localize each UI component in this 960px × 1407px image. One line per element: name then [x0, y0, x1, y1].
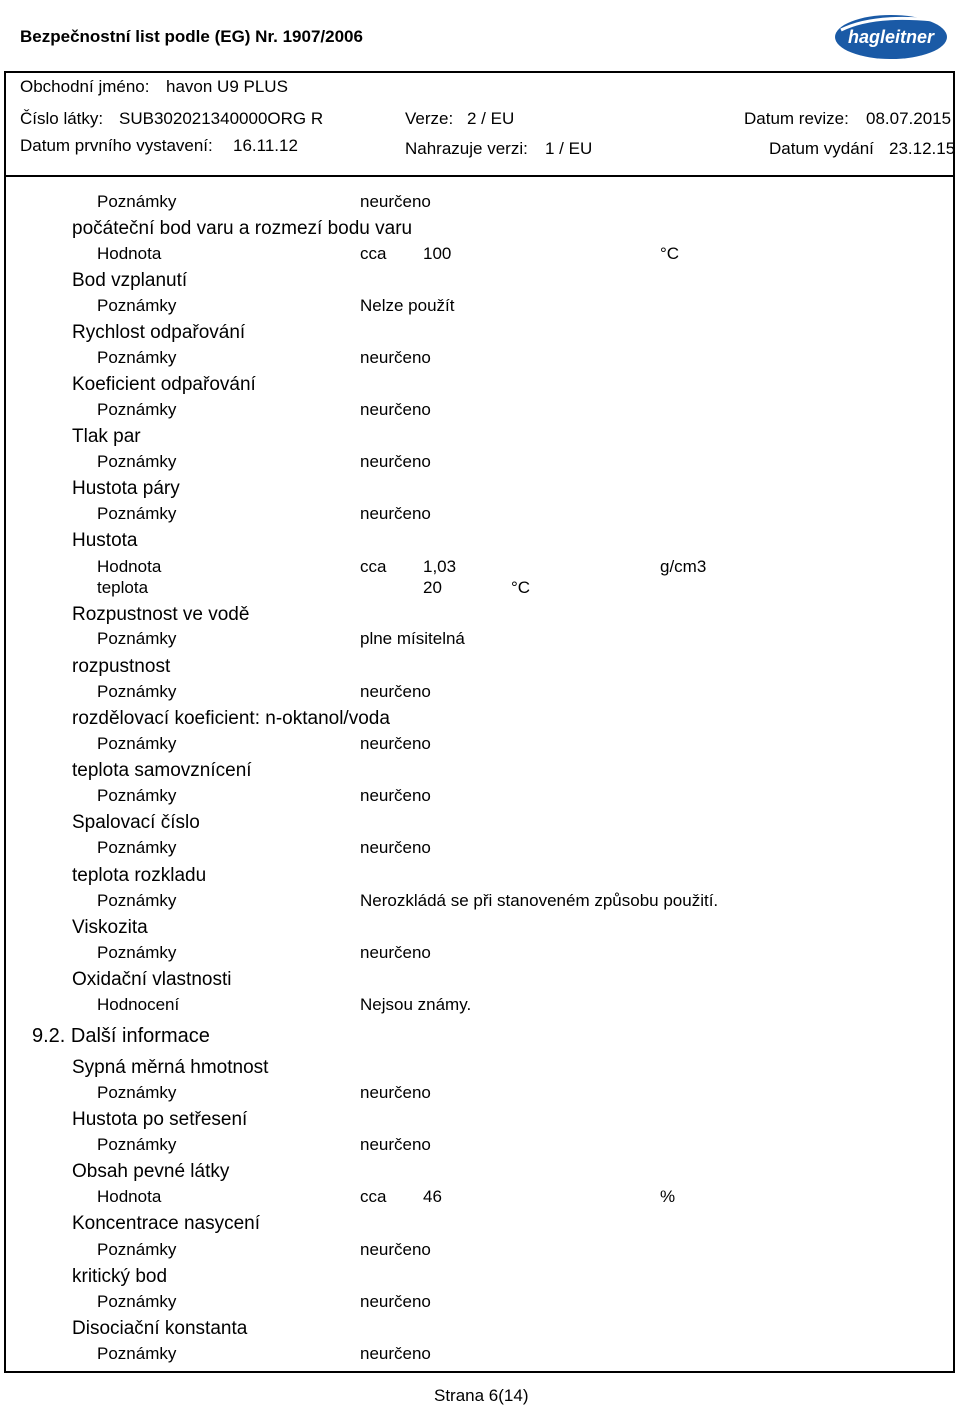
property-heading: počáteční bod varu a rozmezí bodu varu — [72, 218, 413, 239]
property-label: Poznámky — [97, 838, 177, 857]
section-heading: 9.2. Další informace — [32, 1025, 210, 1047]
property-value: neurčeno — [360, 192, 431, 211]
property-heading: Spalovací číslo — [72, 812, 200, 833]
property-value: neurčeno — [360, 400, 431, 419]
property-value: Nerozkládá se při stanoveném způsobu použití. — [360, 891, 719, 910]
header-divider — [4, 175, 955, 177]
hagleitner-logo — [833, 10, 949, 62]
property-label: Poznámky — [97, 452, 177, 471]
property-value: neurčeno — [360, 682, 431, 701]
property-label: Poznámky — [97, 1083, 177, 1102]
property-number: 100 — [423, 244, 452, 263]
property-qualifier: cca — [360, 557, 387, 576]
substance-no: SUB302021340000ORG R — [119, 109, 324, 128]
property-value: neurčeno — [360, 1292, 431, 1311]
property-heading: Bod vzplanutí — [72, 270, 188, 291]
property-label: Poznámky — [97, 682, 177, 701]
property-label: Hodnota — [97, 1187, 162, 1206]
property-value: neurčeno — [360, 1083, 431, 1102]
property-value: neurčeno — [360, 348, 431, 367]
issue-date-label: Datum vydání — [769, 139, 874, 158]
property-heading: Koeficient odpařování — [72, 374, 256, 395]
page-number: Strana 6(14) — [434, 1386, 529, 1405]
property-label: Poznámky — [97, 348, 177, 367]
logo-text: hagleitner — [847, 27, 935, 47]
property-heading: teplota samovznícení — [72, 760, 252, 781]
revision-date-label: Datum revize: — [744, 109, 849, 128]
property-value: neurčeno — [360, 1240, 431, 1259]
property-label: Hodnota — [97, 244, 162, 263]
property-heading: Hustota po setřesení — [72, 1109, 248, 1130]
version: 2 / EU — [467, 109, 515, 128]
property-qualifier: cca — [360, 244, 387, 263]
property-label: Poznámky — [97, 1344, 177, 1363]
property-heading: Rozpustnost ve vodě — [72, 604, 250, 625]
property-label: Poznámky — [97, 891, 177, 910]
property-heading: Hustota páry — [72, 478, 180, 499]
property-unit: g/cm3 — [660, 557, 707, 576]
property-label: Poznámky — [97, 504, 177, 523]
first-issue-date: 16.11.12 — [233, 136, 298, 155]
property-value: Nelze použít — [360, 296, 455, 315]
property-label: Poznámky — [97, 296, 177, 315]
trade-name: havon U9 PLUS — [166, 77, 288, 96]
property-value: neurčeno — [360, 943, 431, 962]
property-label: Poznámky — [97, 943, 177, 962]
property-qualifier: cca — [360, 1187, 387, 1206]
property-heading: rozpustnost — [72, 656, 171, 677]
issue-date: 23.12.15 — [889, 139, 956, 158]
property-label: Poznámky — [97, 1292, 177, 1311]
replaces-label: Nahrazuje verzi: — [405, 139, 528, 158]
property-value: neurčeno — [360, 1135, 431, 1154]
property-label: Poznámky — [97, 400, 177, 419]
document-title: Bezpečnostní list podle (EG) Nr. 1907/2006 — [20, 27, 363, 46]
property-heading: Tlak par — [72, 426, 141, 447]
property-label: Poznámky — [97, 629, 177, 648]
property-heading: Hustota — [72, 530, 138, 551]
property-number: 1,03 — [423, 557, 457, 576]
property-label: Poznámky — [97, 786, 177, 805]
property-value: plne mísitelná — [360, 629, 465, 648]
property-heading: Oxidační vlastnosti — [72, 969, 232, 990]
property-label: teplota — [97, 578, 149, 597]
property-heading: Rychlost odpařování — [72, 322, 246, 343]
property-heading: rozdělovací koeficient: n-oktanol/voda — [72, 708, 390, 729]
property-value: Nejsou známy. — [360, 995, 472, 1014]
property-label: Hodnota — [97, 557, 162, 576]
property-label: Hodnocení — [97, 995, 180, 1014]
property-unit: °C — [660, 244, 680, 263]
property-value: neurčeno — [360, 504, 431, 523]
property-heading: Viskozita — [72, 917, 148, 938]
property-label: Poznámky — [97, 1240, 177, 1259]
property-label: Poznámky — [97, 192, 177, 211]
property-unit: °C — [511, 578, 531, 597]
property-heading: kritický bod — [72, 1266, 168, 1287]
revision-date: 08.07.2015 — [866, 109, 952, 128]
property-value: neurčeno — [360, 734, 431, 753]
property-value: neurčeno — [360, 1344, 431, 1363]
property-label: Poznámky — [97, 734, 177, 753]
property-value: neurčeno — [360, 838, 431, 857]
property-heading: Koncentrace nasycení — [72, 1213, 261, 1234]
property-value: neurčeno — [360, 786, 431, 805]
replaces-version: 1 / EU — [545, 139, 593, 158]
substance-no-label: Číslo látky: — [20, 109, 104, 128]
property-value: neurčeno — [360, 452, 431, 471]
property-number: 46 — [423, 1187, 442, 1206]
property-heading: Disociační konstanta — [72, 1318, 248, 1339]
property-heading: teplota rozkladu — [72, 865, 207, 886]
property-number: 20 — [423, 578, 442, 597]
trade-name-label: Obchodní jméno: — [20, 77, 150, 96]
version-label: Verze: — [405, 109, 454, 128]
first-issue-label: Datum prvního vystavení: — [20, 136, 213, 155]
property-heading: Sypná měrná hmotnost — [72, 1057, 269, 1078]
property-label: Poznámky — [97, 1135, 177, 1154]
property-heading: Obsah pevné látky — [72, 1161, 230, 1182]
property-unit: % — [660, 1187, 676, 1206]
